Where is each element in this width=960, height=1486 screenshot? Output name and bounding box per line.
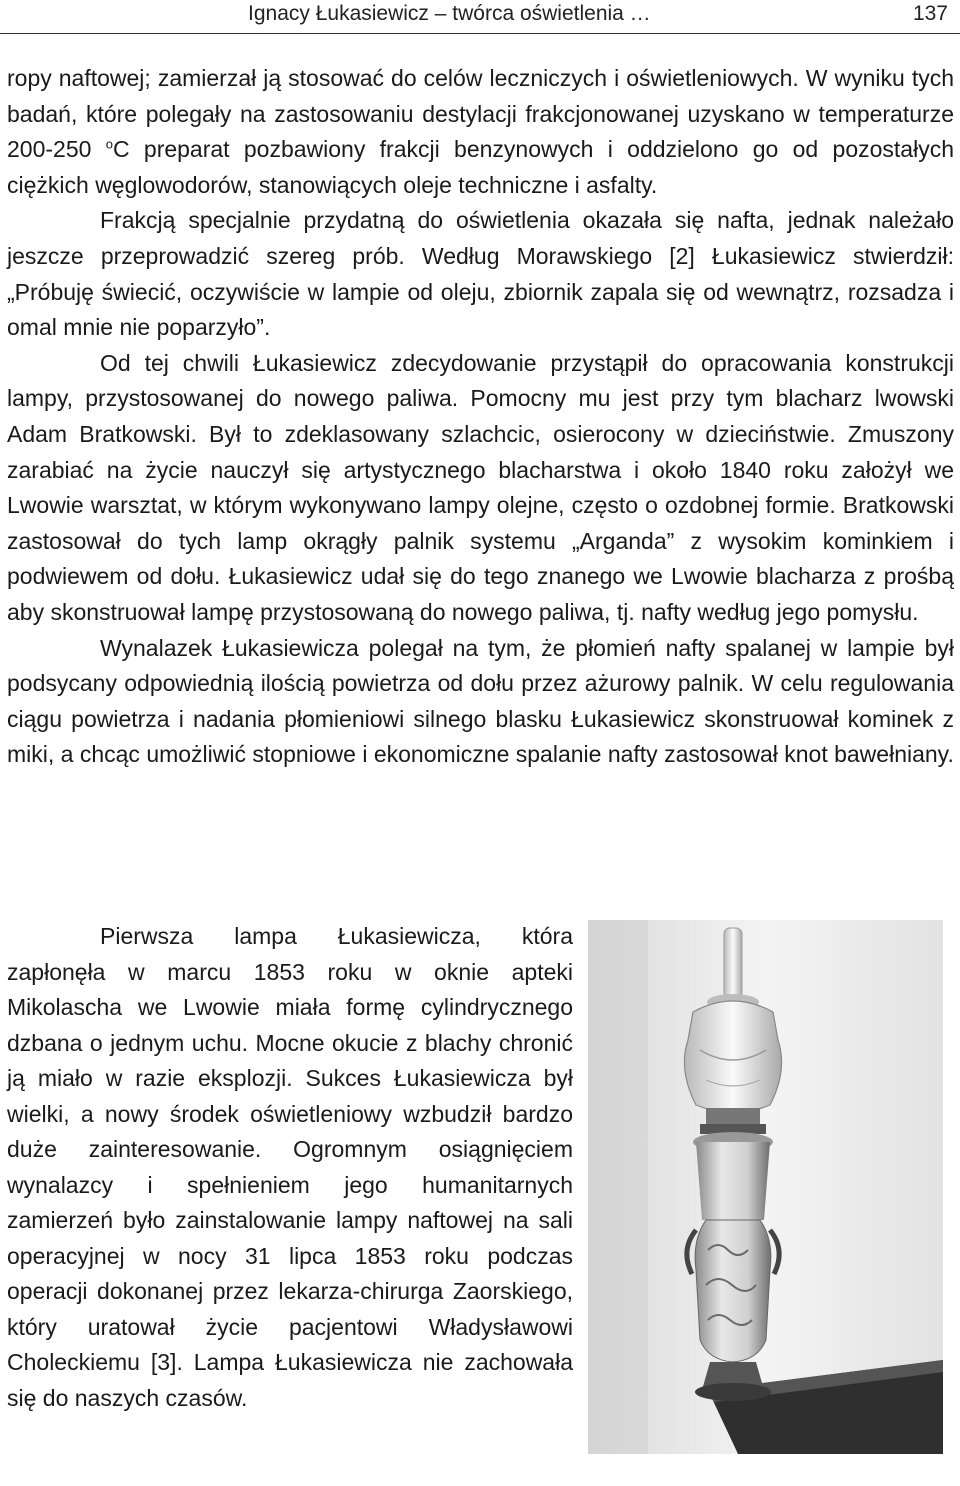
kerosene-lamp-illustration	[588, 920, 943, 1454]
page-number: 137	[912, 2, 948, 25]
lamp-photo	[588, 920, 943, 1454]
paragraph-1-part-a: ropy naftowej; zamierzał ją stosować do celów leczniczych i oświetleniowych. W wyniku tych badań, które polegały na zastosowaniu destylacji frakcjonowanej uzyskano w temperaturze 200-250	[7, 65, 954, 163]
paragraph-2: Frakcją specjalnie przydatną do oświetlenia okazała się nafta, jednak należało jeszcze przeprowadzić szereg prób. Według Morawskiego [2] Łukasiewicz stwierdził: „Próbuję świecić, oczywiście w lampie od oleju, zbiornik zapala się od wewnątrz, rozsadza i omal mnie nie poparzyło”.	[7, 207, 954, 341]
header-title: Ignacy Łukasiewicz – twórca oświetlenia …	[248, 2, 651, 25]
main-text	[7, 61, 954, 773]
header-rule	[0, 33, 960, 34]
paragraph-3: Od tej chwili Łukasiewicz zdecydowanie przystąpił do opracowania konstrukcji lampy, przystosowanej do nowego paliwa. Pomocny mu jest przy tym blacharz lwowski Adam Bratkowski. Był to zdeklasowany szlachcic, osierocony w dzieciństwie. Zmuszony zarabiać na życie nauczył się artystycznego blacharstwa i około 1840 roku założył we Lwowie warsztat, w którym wykonywano lampy olejne, często o ozdobnej formie. Bratkowski zastosował do tych lamp okrągły palnik systemu „Arganda” z wysokim kominkiem i podwiewem od dołu. Łukasiewicz udał się do tego znanego we Lwowie blacharza z prośbą aby skonstruował lampę przystosowaną do nowego paliwa, tj. nafty według jego pomysłu.	[7, 349, 954, 625]
paragraph-1-part-b: C preparat pozbawiony frakcji benzynowych i oddzielono go od pozostałych ciężkich węglowodorów, stanowiących oleje techniczne i asfalty.	[7, 136, 954, 198]
paragraph-1	[7, 61, 954, 203]
paragraph-4: Wynalazek Łukasiewicza polegał na tym, że płomień nafty spalanej w lampie był podsycany odpowiednią ilością powietrza od dołu przez ażurowy palnik. W celu regulowania ciągu powietrza i nadania płomieniowi silnego blasku Łukasiewicz skonstruował kominek z miki, a chcąc umożliwić stopniowe i ekonomiczne spalanie nafty zastosował knot bawełniany.	[7, 634, 954, 768]
left-column-text	[7, 919, 573, 1416]
degree-superscript: o	[105, 136, 113, 152]
paragraph-5: Pierwsza lampa Łukasiewicza, która zapłonęła w marcu 1853 roku w oknie apteki Mikolascha we Lwowie miała formę cylindrycznego dzbana o jednym uchu. Mocne okucie z blachy chronić ją miało w razie eksplozji. Sukces Łukasiewicza był wielki, a nowy środek oświetleniowy wzbudził bardzo duże zainteresowanie. Ogromnym osiągnięciem wynalazcy i spełnieniem jego humanitarnych zamierzeń było zainstalowanie lampy naftowej na sali operacyjnej w nocy 31 lipca 1853 roku podczas operacji dokonanej przez lekarza-chirurga Zaorskiego, który uratował życie pacjentowi Władysławowi Choleckiemu [3]. Lampa Łukasiewicza nie zachowała się do naszych czasów.	[7, 923, 573, 1411]
running-header	[0, 0, 960, 38]
